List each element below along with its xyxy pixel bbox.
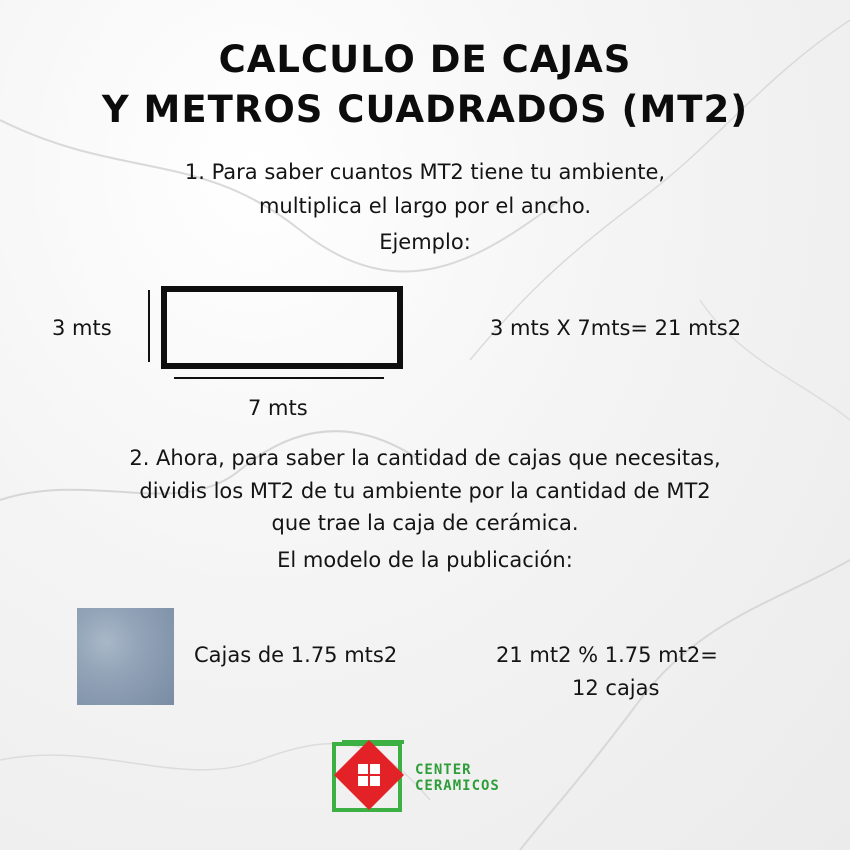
tile-sample-image	[77, 608, 174, 705]
division-formula: 21 mt2 % 1.75 mt2=	[496, 643, 718, 667]
height-dimension-line	[148, 290, 150, 362]
area-formula: 3 mts X 7mts= 21 mts2	[490, 316, 742, 340]
logo-text-line-2: CERAMICOS	[415, 778, 500, 794]
box-size-label: Cajas de 1.75 mts2	[194, 643, 398, 667]
model-label: El modelo de la publicación:	[277, 548, 573, 572]
logo-text-line-1: CENTER	[415, 762, 472, 778]
title-line-1: CALCULO DE CAJAS	[218, 38, 632, 81]
boxes-result: 12 cajas	[572, 676, 660, 700]
step2-line-1: 2. Ahora, para saber la cantidad de cajas que necesitas,	[129, 446, 721, 470]
step1-line-2: multiplica el largo por el ancho.	[258, 194, 592, 218]
step2-line-2: dividis los MT2 de tu ambiente por la cantidad de MT2	[139, 479, 711, 503]
step2-line-3: que trae la caja de cerámica.	[271, 511, 579, 535]
height-label: 3 mts	[52, 316, 112, 340]
example-label: Ejemplo:	[379, 230, 471, 254]
step1-line-1: 1. Para saber cuantos MT2 tiene tu ambiente,	[184, 160, 666, 184]
width-label: 7 mts	[248, 396, 308, 420]
width-dimension-line	[174, 377, 384, 379]
room-rectangle	[161, 286, 403, 369]
title-line-2: Y METROS CUADRADOS (MT2)	[101, 88, 749, 131]
center-ceramicos-logo-icon	[332, 738, 406, 812]
